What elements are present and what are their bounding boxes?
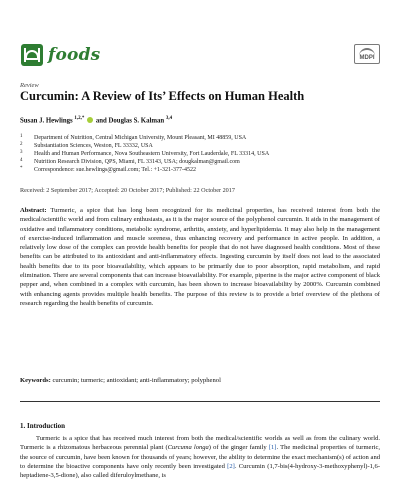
author-connector: and bbox=[95, 117, 107, 125]
abstract-label: Abstract: bbox=[20, 207, 47, 214]
author-list bbox=[20, 116, 380, 124]
species-name: Curcuma longa bbox=[167, 444, 209, 452]
keywords-label: Keywords: bbox=[20, 377, 51, 384]
journal-name: foods bbox=[48, 45, 101, 65]
affiliation-text: Nutrition Research Division, QPS, Miami, FL 33143, USA; dougkalman@gmail.com bbox=[34, 159, 240, 166]
section-heading: 1. Introduction bbox=[20, 422, 65, 430]
section-divider bbox=[20, 401, 380, 402]
author-name: Douglas S. Kalman bbox=[108, 117, 165, 125]
affiliation-item bbox=[20, 142, 380, 150]
keywords bbox=[20, 377, 380, 384]
foods-logo-icon bbox=[21, 44, 43, 66]
affiliation-text: Substantiation Sciences, Weston, FL 33332, USA bbox=[34, 143, 153, 150]
author-affil-sup: 1,2,* bbox=[74, 116, 85, 121]
article-title: Curcumin: A Review of Its’ Effects on Human Health bbox=[20, 89, 305, 103]
affiliation-number: 3 bbox=[20, 150, 23, 156]
article-type: Review bbox=[20, 82, 39, 89]
journal-header bbox=[10, 38, 390, 74]
correspondence-item bbox=[20, 166, 380, 174]
intro-text: . The medicinal properties of turmeric, the source of curcumin, have been known for thousands of years; however, the ability to determine the exact mechanism(s) of action and to determine the bioactive components have only recently been investigated bbox=[20, 444, 380, 470]
citation-link[interactable]: [1] bbox=[268, 444, 277, 452]
abstract-text: Turmeric, a spice that has long been recognized for its medicinal properties, has received interest from both the medical/scientific world and from culinary enthusiasts, as it is the major source of the polyphenol curcumin. It aids in the management of oxidative and inflammatory conditions, metabolic syndrome, arthritis, anxiety, and hyperlipidemia. It may also help in the management of exercise-induced inflammation and muscle soreness, thus enhancing recovery and performance in active people. In addition, a relatively low dose of the complex can provide health benefits for people that do not have diagnosed health conditions. Most of these benefits can be attributed to its antioxidant and anti-inflammatory effects. Ingesting curcumin by itself does not lead to the associated health benefits due to its poor bioavailability, which appears to be primarily due to poor absorption, rapid metabolism, and rapid elimination. There are several components that can increase bioavailability. For example, piperine is the major active component of black pepper and, when combined in a complex with curcumin, has been shown to increase bioavailability by 2000%. Curcumin combined with enhancing agents provides multiple health benefits. The purpose of this review is to provide a brief overview of the plethora of research regarding the health benefits of curcumin. bbox=[20, 207, 380, 307]
journal-logo bbox=[21, 44, 100, 66]
introduction-paragraph bbox=[20, 434, 380, 480]
publisher-logo: MDPI bbox=[354, 44, 380, 64]
intro-text: ) of the ginger family bbox=[208, 444, 269, 452]
affiliation-number: 2 bbox=[20, 142, 23, 148]
affiliation-number: 4 bbox=[20, 158, 23, 164]
affiliation-item bbox=[20, 158, 380, 166]
affiliation-item bbox=[20, 134, 380, 142]
intro-text: Turmeric is a spice that has received much interest from both the medical/scientific worlds as well as from the culinary world. Turmeric is a rhizomatous herbaceous perennial plant ( bbox=[20, 435, 380, 452]
author-name: Susan J. Hewlings bbox=[20, 117, 73, 125]
abstract bbox=[20, 206, 380, 308]
affiliations bbox=[20, 134, 380, 174]
intro-text: . Curcumin (1,7-bis(4-hydroxy-3-methoxyphenyl)-1,6-heptadiene-3,5-dione), also called diferuloylmethane, is bbox=[20, 462, 380, 480]
affiliation-number: * bbox=[20, 166, 23, 172]
affiliation-item bbox=[20, 150, 380, 158]
keywords-text: curcumin; turmeric; antioxidant; anti-inflammatory; polyphenol bbox=[52, 377, 221, 384]
affiliation-text: Health and Human Performance, Nova Southeastern University, Fort Lauderdale, FL 33314, USA bbox=[34, 151, 270, 158]
orcid-icon[interactable] bbox=[87, 117, 93, 123]
affiliation-number: 1 bbox=[20, 134, 23, 139]
author-affil-sup: 3,4 bbox=[165, 116, 173, 121]
publication-dates: Received: 2 September 2017; Accepted: 20 October 2017; Published: 22 October 2017 bbox=[20, 187, 235, 194]
citation-link[interactable]: [2] bbox=[227, 462, 235, 470]
correspondence-text: Correspondence: sue.hewlings@gmail.com; Tel.: +1-321-377-4522 bbox=[34, 167, 197, 174]
affiliation-text: Department of Nutrition, Central Michigan University, Mount Pleasant, MI 48859, USA bbox=[34, 135, 247, 141]
